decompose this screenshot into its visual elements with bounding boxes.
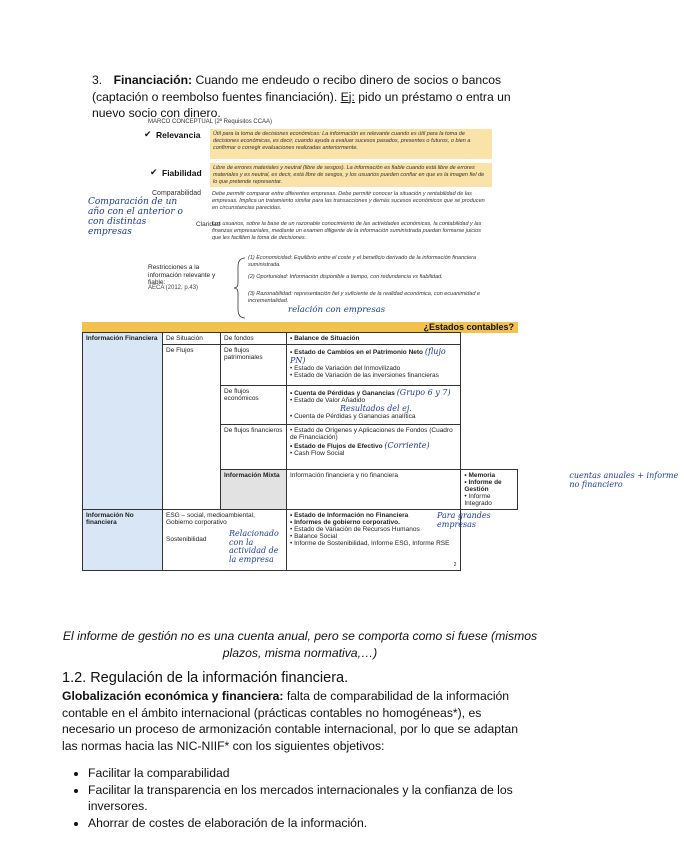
section-text: Cuando me endeudo o recibo dinero de socios o bancos (captación o reembolso fuentes financiación). bbox=[92, 73, 502, 104]
handwritten-cuentas-anuales: cuentas anuales + informe no financiero bbox=[569, 471, 679, 489]
efe-item: • Estado de Flujos de Efectivo bbox=[290, 443, 383, 450]
fiabilidad-desc: Libre de errores materiales y neutral (libre de sesgos). La información es fiable cuando está libre de errores materiales y es neutral, es decir, está libre de sesgos, y los usuarios pueden confiar en que es la imagen fiel de lo que pretende representar. bbox=[213, 165, 485, 185]
list-item: • Cash Flow Social bbox=[290, 450, 345, 457]
info-financiera-cell: Información Financiera bbox=[83, 333, 163, 510]
table-cell: De flujos económicos bbox=[221, 386, 287, 425]
list-item: • Estado de Variación de Recursos Humanos bbox=[290, 526, 420, 533]
estados-contables-table bbox=[82, 332, 679, 571]
einf-item: • Estado de Información no Financiera bbox=[290, 512, 409, 519]
comparabilidad-desc: Debe permitir comparar entre diferentes empresas. Debe permitir conocer la situación y rentabilidad de las empresas. Implica un tratamiento similar para las transacciones y demás sucesos económicos que se producen en circunstancias parecidas. bbox=[212, 191, 485, 211]
table-cell bbox=[287, 425, 461, 470]
restricciones-brace bbox=[236, 257, 246, 319]
list-item: • Informe Integrado bbox=[464, 493, 492, 507]
igc-item: • Informes de gobierno corporativo. bbox=[290, 519, 400, 526]
handwritten-note-comparacion: Comparación de un año con el anterior o con distintas empresas bbox=[88, 197, 183, 237]
restriccion-1: (1) Economicidad: Equilibrio entre el coste y el beneficio derivado de la información financiera suministrada. bbox=[248, 255, 477, 268]
table-row bbox=[83, 510, 518, 571]
handwritten-note-relacion: relación con empresas bbox=[288, 305, 386, 315]
list-item: • Balance Social bbox=[290, 533, 338, 540]
table-cell bbox=[163, 510, 287, 571]
relevancia-desc: Útil para la toma de decisiones económicas: La información es relevante cuando es útil para la toma de decisiones económicas, es decir, cuando ayuda a evaluar sucesos pasados, presentes o futuros, o bien a confirmar o corregir evaluaciones realizadas anteriormente. bbox=[213, 131, 471, 151]
handwritten-grandes-empresas: Para grandes empresas bbox=[437, 511, 491, 529]
esg-text: ESG – social, medioambiental, Gobierno corporativo bbox=[166, 512, 255, 526]
handwritten-relacionado: Relacionado con la actividad de la empresa bbox=[229, 529, 279, 564]
section-term: Financiación: bbox=[113, 73, 193, 87]
memoria-item: • Memoria bbox=[464, 472, 496, 479]
pyg-item: • Cuenta de Pérdidas y Ganancias bbox=[290, 390, 395, 397]
check-icon: ✔ bbox=[144, 129, 152, 139]
handwritten-flujo-pn: (flujo PN) bbox=[290, 347, 446, 365]
gestion-item: • Informe de Gestión bbox=[464, 479, 502, 493]
list-item: • Informe de Sostenibilidad, Informe ESG, Informe RSE bbox=[290, 540, 450, 547]
list-item: • Facilitar la transparencia en los mercados internacionales y la confianza de los inversores. bbox=[88, 782, 558, 815]
restricciones-label: Restricciones a la información relevante y fiable: bbox=[148, 264, 216, 286]
table-cell: De fondos bbox=[221, 333, 287, 345]
table-cell: Información financiera y no financiera bbox=[287, 470, 461, 510]
section-heading: 1.2. Regulación de la información financiera. bbox=[62, 670, 349, 686]
table-cell bbox=[287, 510, 491, 571]
table-caption: El informe de gestión no es una cuenta anual, pero se comporta como si fuese (mismos plazos, misma normativa,…) bbox=[62, 629, 538, 660]
list-item: • Estado de Valor Añadido bbox=[290, 397, 366, 404]
example-text: pido un préstamo o entra un nuevo socio con dinero. bbox=[92, 89, 511, 120]
ecpn-item: • Estado de Cambios en el Patrimonio Neto bbox=[290, 349, 424, 356]
restriccion-3: (3) Razonabilidad: representación fiel y suficiente de la realidad económica, con ecuanimidad e incrementalidad. bbox=[248, 291, 481, 304]
globalizacion-text: falta de comparabilidad de la información contable en el ámbito internacional (prácticas contables no homogéneas*), es necesario un proceso de armonización contable internacional, por lo que se adaptan las normas hacia las NIC-NIIF* con los siguientes objetivos: bbox=[62, 689, 518, 753]
table-cell: De flujos patrimoniales bbox=[221, 345, 287, 386]
section-3-paragraph bbox=[92, 72, 532, 122]
list-item: • Estado de Variación de las inversiones financieras bbox=[290, 372, 439, 379]
handwritten-grupo: (Grupo 6 y 7) bbox=[396, 388, 451, 397]
page-number-small: 2 bbox=[453, 562, 457, 568]
table-cell bbox=[287, 333, 461, 345]
globalizacion-paragraph bbox=[62, 688, 532, 754]
section-number: 3. bbox=[92, 73, 103, 87]
objetivos-list bbox=[62, 765, 558, 831]
comparabilidad-label: Comparabilidad bbox=[152, 190, 202, 197]
table-cell bbox=[461, 470, 679, 510]
fiabilidad-label: Fiabilidad bbox=[162, 168, 202, 178]
restriccion-2: (2) Oportunidad: Información disponible a tiempo, con redundancia vs fiabilidad. bbox=[248, 274, 443, 280]
claridad-desc: Los usuarios, sobre la base de un razonable conocimiento de las actividades económicas, la contabilidad y las finanzas empresariales, mediante un examen diligente de la información suministrada puedan formarse juicios que les faciliten la toma de decisiones. bbox=[212, 221, 482, 241]
handwritten-corriente: (Corriente) bbox=[384, 441, 430, 450]
balance-item: • Balance de Situación bbox=[290, 335, 360, 342]
list-item: • Facilitar la comparabilidad bbox=[88, 765, 558, 782]
check-icon: ✔ bbox=[150, 167, 158, 177]
list-item: • Cuenta de Pérdidas y Ganancias analítica bbox=[290, 413, 416, 420]
table-cell: De flujos financieros bbox=[221, 425, 287, 470]
info-nofin-cell: Información No financiera bbox=[83, 510, 163, 571]
list-item: • Estado de Variación del Inmovilizado bbox=[290, 365, 401, 372]
claridad-label: Claridad bbox=[196, 221, 221, 228]
example-prefix: Ej: bbox=[340, 89, 355, 104]
list-item: • Ahorrar de costes de elaboración de la información. bbox=[88, 815, 558, 832]
fiabilidad-box bbox=[210, 163, 492, 187]
handwritten-resultados: Resultados del ej. bbox=[340, 404, 412, 413]
table-cell: De Flujos bbox=[163, 345, 221, 510]
estados-contables-title: ¿Estados contables? bbox=[82, 322, 518, 333]
sostenibilidad-text: Sostenibilidad bbox=[166, 536, 207, 543]
list-item: • Estado de Orígenes y Aplicaciones de Fondos (Cuadro de Financiación) bbox=[290, 427, 453, 441]
globalizacion-term: Globalización económica y financiera: bbox=[62, 689, 284, 703]
table-row bbox=[83, 333, 518, 345]
table-cell bbox=[287, 345, 461, 386]
table-cell bbox=[287, 386, 461, 425]
relevancia-box bbox=[210, 129, 492, 159]
marco-conceptual-figure bbox=[88, 117, 493, 329]
relevancia-label: Relevancia bbox=[156, 130, 201, 140]
table-cell: De Situación bbox=[163, 333, 221, 345]
figure-header: MARCO CONCEPTUAL (2ª Requisitos CCAA) bbox=[148, 119, 273, 125]
aeca-reference: AECA (2012, p.43) bbox=[148, 285, 199, 291]
info-mixta-cell: Información Mixta bbox=[221, 470, 287, 510]
